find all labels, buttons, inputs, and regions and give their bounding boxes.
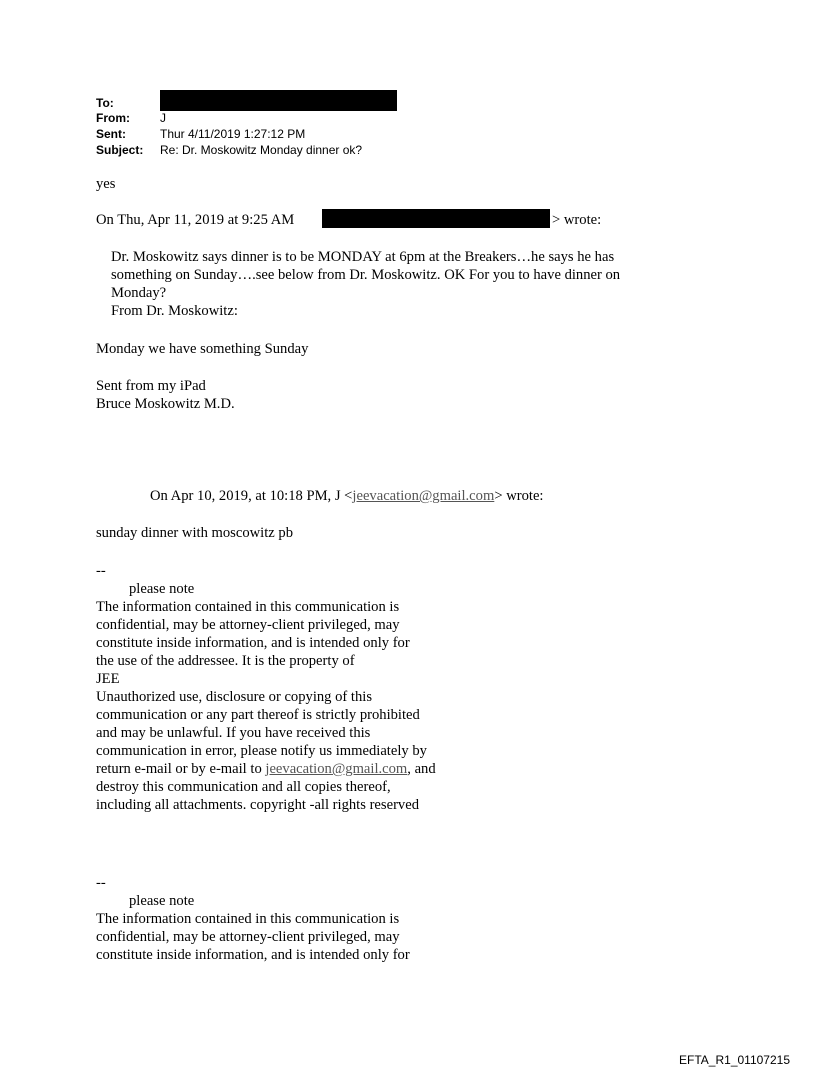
redaction-to [160, 90, 397, 111]
disclaimer1-note: please note [129, 581, 195, 597]
quote1-line: From Dr. Moskowitz: [111, 303, 238, 319]
disclaimer1-line: communication or any part thereof is strictly prohibited [96, 707, 420, 723]
sunday-line: sunday dinner with moscowitz pb [96, 525, 293, 541]
document-id: EFTA_R1_01107215 [679, 1053, 790, 1067]
quote1-line: Dr. Moskowitz says dinner is to be MONDAY at 6pm at the Breakers…he says he has [111, 249, 615, 265]
quote1-line: something on Sunday….see below from Dr. Moskowitz. OK For you to have dinner on [111, 267, 621, 283]
disclaimer1-email-link[interactable]: jeevacation@gmail.com [265, 761, 408, 777]
disclaimer1-email-line [96, 760, 436, 778]
sent-row [96, 127, 306, 141]
to-row [96, 97, 160, 109]
disclaimer1-line: destroy this communication and all copies thereof, [96, 779, 391, 795]
disclaimer2-note: please note [129, 893, 195, 909]
from-label: From: [96, 111, 130, 125]
subject-label: Subject: [96, 143, 144, 157]
disclaimer2-line: confidential, may be attorney-client privileged, may [96, 929, 400, 945]
quote1-line: Monday? [111, 285, 167, 301]
disclaimer2-line: constitute inside information, and is intended only for [96, 947, 410, 963]
quote2-intro [150, 487, 543, 505]
disclaimer1-line: the use of the addressee. It is the property of [96, 653, 355, 669]
quote2-intro-prefix: On Apr 10, 2019, at 10:18 PM, J < [150, 488, 353, 504]
disclaimer1-dashes: -- [96, 563, 106, 579]
disclaimer1-email-suffix: , and [407, 761, 436, 777]
signature-line: Bruce Moskowitz M.D. [96, 396, 235, 412]
signature-line: Sent from my iPad [96, 378, 206, 394]
disclaimer1-line: including all attachments. copyright -all rights reserved [96, 797, 419, 813]
disclaimer1-line: Unauthorized use, disclosure or copying of this [96, 689, 373, 705]
subject-row [96, 143, 363, 157]
quote1-intro-suffix: > wrote: [552, 212, 602, 228]
redaction-sender [322, 209, 550, 228]
reply-text: yes [96, 176, 116, 192]
from-row [96, 111, 166, 125]
disclaimer1-line: confidential, may be attorney-client privileged, may [96, 617, 400, 633]
disclaimer1-line: JEE [96, 671, 120, 687]
disclaimer1-line: The information contained in this communication is [96, 599, 400, 615]
disclaimer2-line: The information contained in this communication is [96, 911, 400, 927]
sent-value: Thur 4/11/2019 1:27:12 PM [160, 127, 306, 141]
quote2-intro-suffix: > wrote: [494, 488, 544, 504]
subject-value: Re: Dr. Moskowitz Monday dinner ok? [160, 143, 363, 157]
monday-line: Monday we have something Sunday [96, 341, 309, 357]
disclaimer1-line: and may be unlawful. If you have received this [96, 725, 371, 741]
disclaimer2-dashes: -- [96, 875, 106, 891]
disclaimer1-line: communication in error, please notify us immediately by [96, 743, 427, 759]
from-value: J [160, 111, 166, 125]
disclaimer1-email-prefix: return e-mail or by e-mail to [96, 761, 266, 777]
quote2-email-link[interactable]: jeevacation@gmail.com [352, 488, 495, 504]
to-label: To: [96, 96, 114, 110]
disclaimer1-line: constitute inside information, and is intended only for [96, 635, 410, 651]
quote1-intro-prefix: On Thu, Apr 11, 2019 at 9:25 AM [96, 212, 295, 228]
sent-label: Sent: [96, 127, 126, 141]
